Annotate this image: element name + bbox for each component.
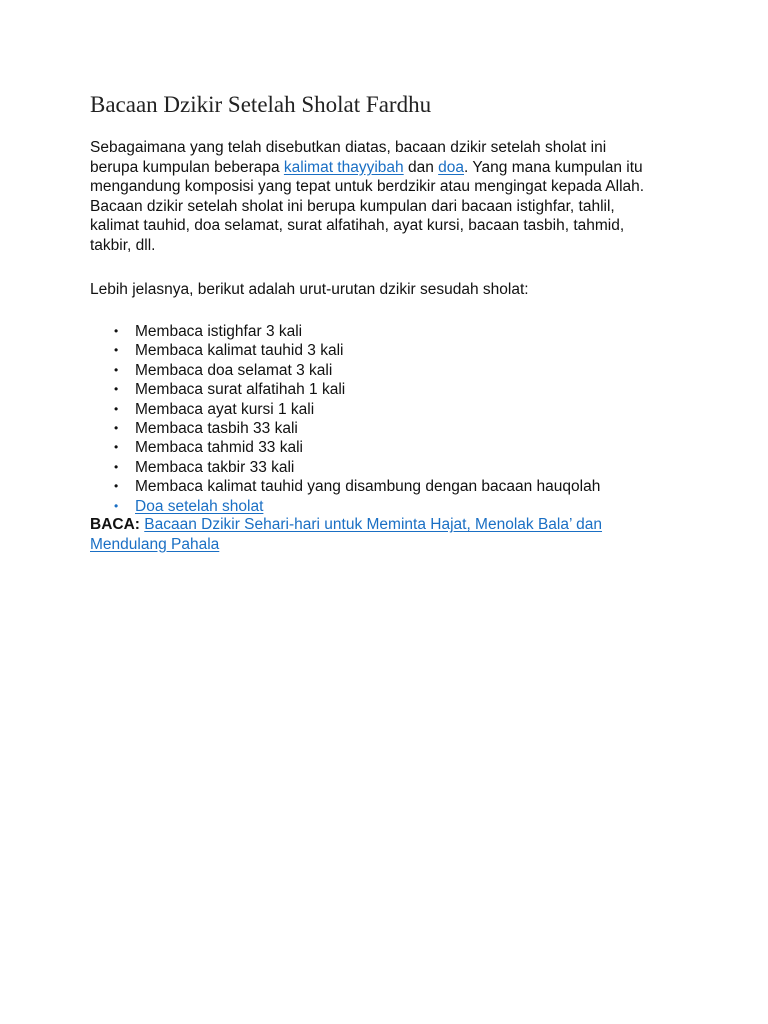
baca-line-1 (90, 515, 690, 535)
bullet-icon: • (114, 420, 119, 435)
intro-line-2 (90, 158, 690, 178)
kalimat-thayyibah-link[interactable]: kalimat thayyibah (283, 158, 404, 176)
list-item-text: Membaca takbir 33 kali (135, 458, 295, 476)
intro-line-2-pre: berupa kumpulan beberapa (90, 158, 284, 176)
bullet-icon: • (114, 498, 119, 513)
list-item (90, 322, 600, 341)
dzikir-order-list (90, 322, 600, 516)
baca-reference (90, 515, 690, 554)
intro-paragraph (90, 138, 690, 255)
baca-line-2 (90, 535, 690, 555)
bullet-icon: • (114, 324, 119, 338)
bacaan-dzikir-link-line-2[interactable]: Mendulang Pahala (90, 535, 220, 553)
intro-line-1: Sebagaimana yang telah disebutkan diatas, bacaan dzikir setelah sholat ini (90, 139, 607, 156)
intro-line-3: mengandung komposisi yang tepat untuk berdzikir atau mengingat kepada Allah. (90, 178, 645, 195)
baca-label: BACA: (90, 516, 140, 533)
list-item (90, 341, 600, 360)
list-item (90, 477, 600, 496)
bacaan-dzikir-link-line-1[interactable]: Bacaan Dzikir Sehari-hari untuk Meminta Hajat, Menolak Bala’ dan (144, 516, 603, 533)
list-item (90, 438, 600, 457)
list-item (90, 380, 600, 399)
list-item-text: Membaca surat alfatihah 1 kali (135, 381, 346, 399)
list-item (90, 419, 600, 438)
bullet-icon: • (114, 343, 119, 358)
intro-line-5: kalimat tauhid, doa selamat, surat alfatihah, ayat kursi, bacaan tasbih, tahmid, (90, 217, 625, 234)
list-intro-paragraph: Lebih jelasnya, berikut adalah urut-urutan dzikir sesudah sholat: (90, 281, 529, 298)
list-item (90, 400, 600, 419)
list-item-text: Membaca doa selamat 3 kali (135, 361, 333, 379)
list-item-text: Membaca tahmid 33 kali (135, 439, 303, 457)
intro-line-2-post: . Yang mana kumpulan itu (464, 158, 643, 176)
list-item-text: Membaca istighfar 3 kali (135, 323, 303, 340)
intro-line-6: takbir, dll. (90, 236, 156, 254)
list-item (90, 458, 600, 477)
list-item-text: Membaca ayat kursi 1 kali (135, 400, 315, 418)
doa-setelah-sholat-link[interactable]: Doa setelah sholat (135, 497, 264, 515)
bullet-icon: • (114, 382, 119, 397)
list-item (90, 361, 600, 380)
list-item-text: Membaca kalimat tauhid 3 kali (135, 342, 344, 360)
intro-line-4: Bacaan dzikir setelah sholat ini berupa kumpulan dari bacaan istighfar, tahlil, (90, 197, 615, 215)
bullet-icon: • (114, 440, 119, 455)
bullet-icon: • (114, 401, 119, 416)
list-item-text: Membaca kalimat tauhid yang disambung dengan bacaan hauqolah (135, 478, 601, 496)
bullet-icon: • (114, 362, 119, 377)
doa-link[interactable]: doa (438, 158, 465, 176)
bullet-icon: • (114, 479, 119, 494)
page-title: Bacaan Dzikir Setelah Sholat Fardhu (90, 92, 432, 117)
list-item (90, 497, 600, 516)
intro-line-2-mid: dan (403, 158, 439, 176)
bullet-icon: • (114, 459, 119, 474)
list-item-text: Membaca tasbih 33 kali (135, 419, 298, 437)
